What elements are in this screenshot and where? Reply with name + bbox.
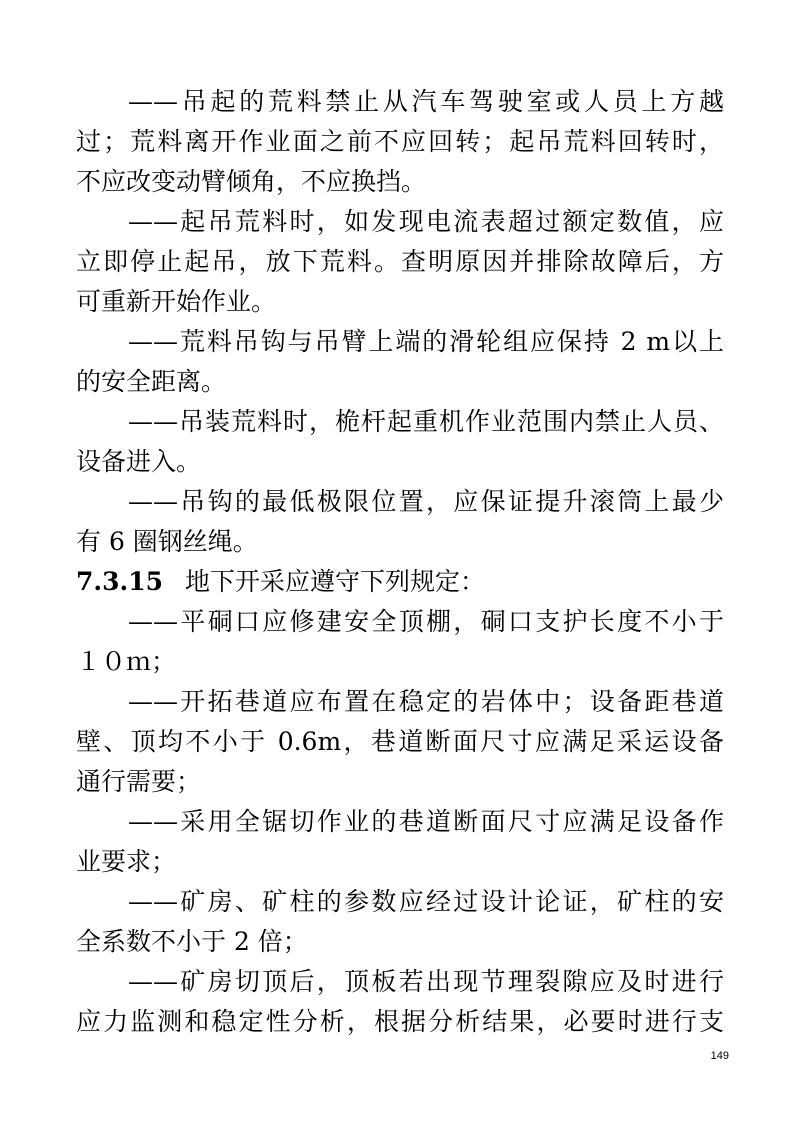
paragraph-line: ——采用全锯切作业的巷道断面尺寸应满足设备作	[128, 807, 724, 836]
paragraph-line: 不应改变动臂倾角，不应换挡。	[76, 167, 427, 196]
page-number: 149	[710, 1050, 729, 1062]
paragraph-line: ——起吊荒料时，如发现电流表超过额定数值，应	[128, 207, 724, 236]
paragraph-line: 过；荒料离开作业面之前不应回转；起吊荒料回转时，	[76, 127, 724, 156]
paragraph-line: 设备进入。	[76, 447, 202, 476]
paragraph-line: １０ｍ；	[76, 647, 177, 676]
paragraph-line: 通行需要；	[76, 767, 202, 796]
section-heading-text: 地下开采应遵守下列规定：	[185, 567, 486, 596]
paragraph-line: ——平硐口应修建安全顶棚，硐口支护长度不小于	[128, 607, 724, 636]
paragraph-line: 业要求；	[76, 847, 177, 876]
paragraph-line: ——吊起的荒料禁止从汽车驾驶室或人员上方越	[128, 87, 724, 116]
paragraph-line: ——矿房切顶后，顶板若出现节理裂隙应及时进行	[128, 967, 724, 996]
paragraph-line: ——开拓巷道应布置在稳定的岩体中；设备距巷道	[128, 687, 724, 716]
paragraph-line: 有 6 圈钢丝绳。	[76, 527, 258, 556]
paragraph-line: ——吊装荒料时，桅杆起重机作业范围内禁止人员、	[128, 407, 724, 436]
section-number: 7.3.15	[76, 567, 163, 596]
paragraph-line: ——矿房、矿柱的参数应经过设计论证，矿柱的安	[128, 887, 724, 916]
paragraph-line: 应力监测和稳定性分析，根据分析结果，必要时进行支	[76, 1007, 724, 1036]
paragraph-line: 立即停止起吊，放下荒料。查明原因并排除故障后，方	[76, 247, 724, 276]
paragraph-line: ——吊钩的最低极限位置，应保证提升滚筒上最少	[128, 487, 724, 516]
section-heading	[76, 567, 485, 597]
paragraph-line: 壁、顶均不小于 0.6m，巷道断面尺寸应满足采运设备	[76, 727, 724, 756]
paragraph-line: 可重新开始作业。	[76, 287, 277, 316]
paragraph-line: ——荒料吊钩与吊臂上端的滑轮组应保持 2 m以上	[128, 327, 724, 356]
paragraph-line: 的安全距离。	[76, 367, 227, 396]
paragraph-line: 全系数不小于 2 倍；	[76, 927, 308, 956]
